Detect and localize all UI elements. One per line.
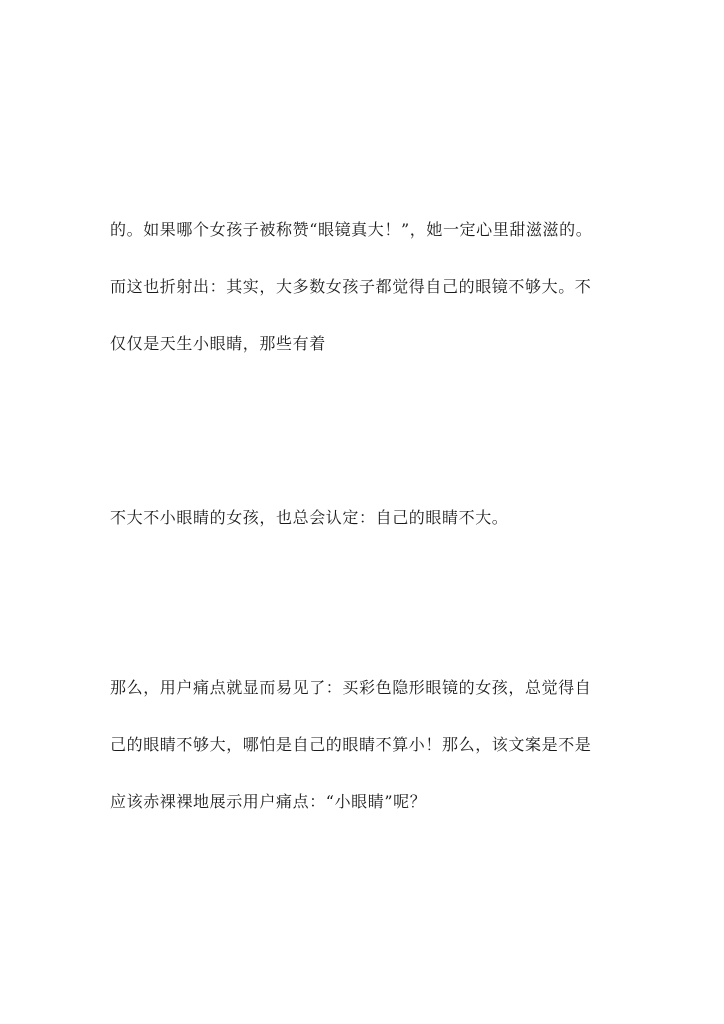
paragraph3-line2: 己的眼睛不够大，哪怕是自己的眼睛不算小！那么，该文案是不是 <box>110 735 592 754</box>
paragraph2-line1: 不大不小眼睛的女孩，也总会认定：自己的眼睛不大。 <box>110 508 509 527</box>
paragraph3-line1: 那么，用户痛点就显而易见了：买彩色隐形眼镜的女孩，总觉得自 <box>110 678 592 697</box>
paragraph1-line1: 的。如果哪个女孩子被称赞“眼镜真大！”，她一定心里甜滋滋的。 <box>110 220 593 239</box>
paragraph1-line2: 而这也折射出：其实，大多数女孩子都觉得自己的眼镜不够大。不 <box>110 277 592 296</box>
paragraph3-line3: 应该赤裸裸地展示用户痛点：“小眼睛”呢？ <box>110 792 427 811</box>
paragraph1-line3: 仅仅是天生小眼睛，那些有着 <box>110 334 326 353</box>
